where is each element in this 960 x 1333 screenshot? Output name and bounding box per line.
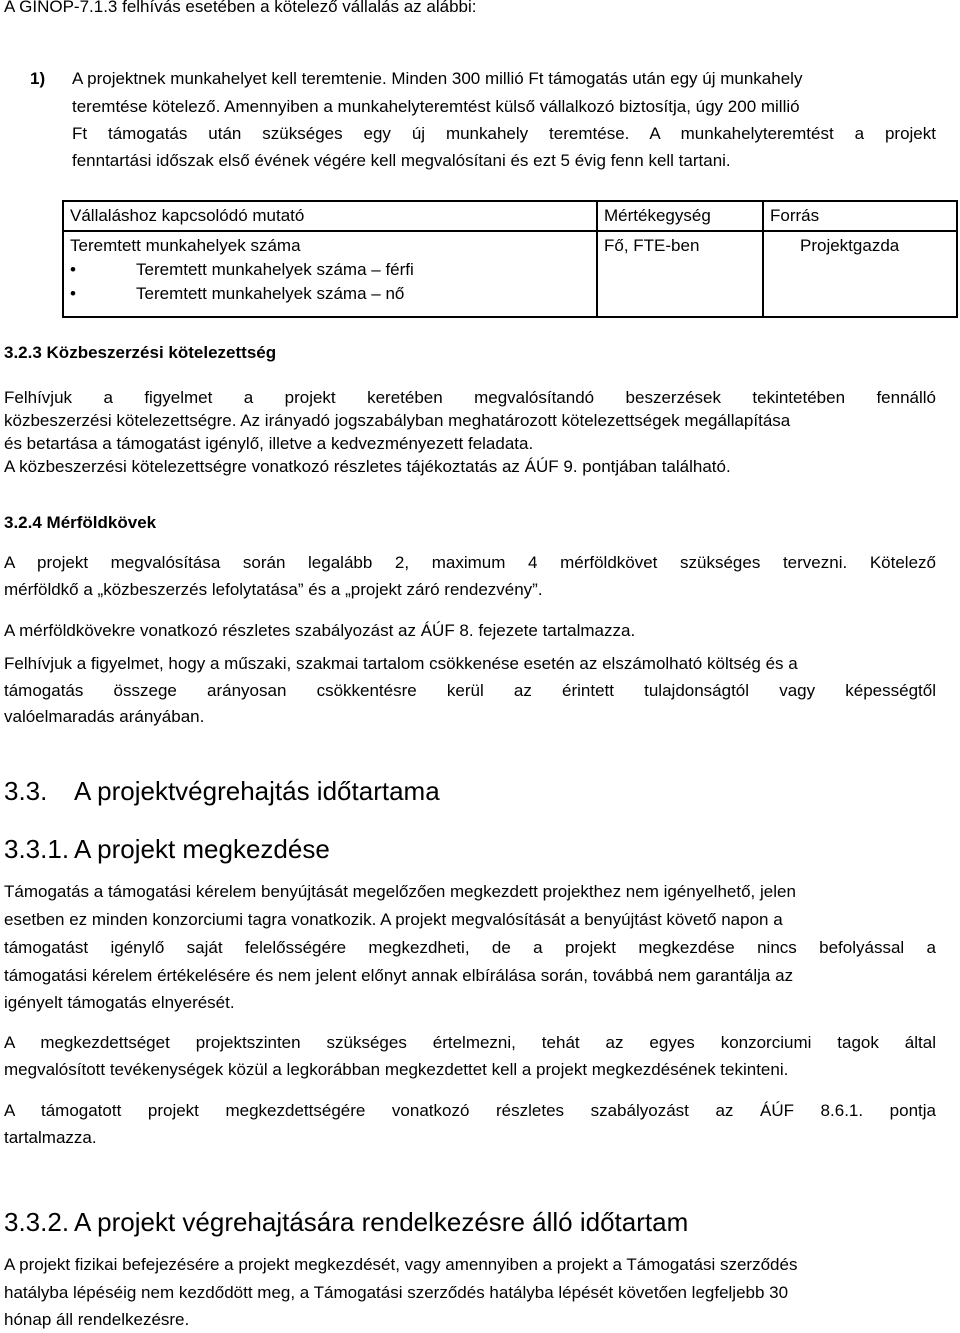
section-3-3-1-number: 3.3.1.	[4, 834, 70, 864]
section-3-3-1-title: A projekt megkezdése	[74, 834, 330, 864]
table-row-main: Teremtett munkahelyek száma	[70, 236, 301, 255]
item1-line-2: teremtése kötelező. Amennyiben a munkahelyteremtést külső vállalkozó biztosítja, úgy 200 millió	[72, 97, 800, 116]
section-3-3-1-p3-line: A támogatott projekt megkezdettségére vonatkozó részletes szabályozást az ÁÚF 8.6.1. pontja	[4, 1101, 936, 1120]
section-3-3-1-heading	[4, 834, 330, 865]
table-header-indicator: Vállaláshoz kapcsolódó mutató	[63, 201, 597, 231]
section-3-3-1-p1-line: támogatási kérelem értékelésére és nem jelent előnyt annak elbírálása során, továbbá nem garantálja az	[4, 966, 794, 985]
section-3-3-1-p2-line: megvalósított tevékenységek közül a legkorábban megkezdettet kell a projekt megkezdésének tekinteni.	[4, 1060, 789, 1079]
section-3-2-3-line: A közbeszerzési kötelezettségre vonatkozó részletes tájékoztatás az ÁÚF 9. pontjában található.	[4, 457, 731, 476]
section-3-3-1-p1-line: esetben ez minden konzorciumi tagra vonatkozik. A projekt megvalósítását a benyújtást követő napon a	[4, 910, 783, 929]
section-3-3-1-p2-line: A megkezdettséget projektszinten szükséges értelmezni, tehát az egyes konzorciumi tagok által	[4, 1033, 936, 1052]
section-3-3-1-p1-line: támogatást igénylő saját felelősségére megkezdheti, de a projekt megkezdése nincs befolyással a	[4, 938, 936, 957]
table-header-unit: Mértékegység	[597, 201, 763, 231]
section-3-3-heading	[4, 776, 440, 807]
section-3-2-4-p3-line: támogatás összege arányosan csökkentésre kerül az érintett tulajdonságtól vagy képességtől	[4, 681, 936, 700]
item1-line-3: Ft támogatás után szükséges egy új munkahely teremtése. A munkahelyteremtést a projekt	[72, 124, 936, 143]
item1-line-4: fenntartási időszak első évének végére kell megvalósítani és ezt 5 évig fenn kell tartani.	[72, 151, 731, 170]
section-3-3-2-title: A projekt végrehajtására rendelkezésre álló időtartam	[74, 1207, 689, 1237]
table-bullet-item: • Teremtett munkahelyek száma – nő	[70, 284, 405, 303]
section-3-2-3-line: Felhívjuk a figyelmet a projekt keretében megvalósítandó beszerzések tekintetében fennálló	[4, 388, 936, 407]
section-3-3-2-p1-line: A projekt fizikai befejezésére a projekt megkezdését, vagy amennyiben a projekt a Támogatási szerződés	[4, 1255, 798, 1274]
table-cell-unit: Fő, FTE-ben	[597, 231, 763, 317]
section-3-2-3-line: közbeszerzési kötelezettségre. Az irányadó jogszabályban meghatározott kötelezettségek megállapítása	[4, 411, 791, 430]
section-3-2-4-p3-line: valóelmaradás arányában.	[4, 707, 205, 726]
section-3-2-4-p3-line: Felhívjuk a figyelmet, hogy a műszaki, szakmai tartalom csökkenése esetén az elszámolható költség és a	[4, 654, 798, 673]
section-3-3-number: 3.3.	[4, 776, 48, 806]
table-cell-indicator	[63, 231, 597, 317]
item-number: 1)	[30, 69, 46, 88]
item1-line-1: A projektnek munkahelyet kell teremtenie. Minden 300 millió Ft támogatás után egy új munkahely	[72, 69, 803, 88]
section-3-2-4-p1-line: mérföldkő a „közbeszerzés lefolytatása” és a „projekt záró rendezvény”.	[4, 580, 543, 599]
section-3-2-4-p2: A mérföldkövekre vonatkozó részletes szabályozást az ÁÚF 8. fejezete tartalmazza.	[4, 621, 636, 640]
section-3-3-2-number: 3.3.2.	[4, 1207, 70, 1237]
section-3-3-1-p1-line: Támogatás a támogatási kérelem benyújtását megelőzően megkezdett projekthez nem igényelhető, jelen	[4, 882, 796, 901]
section-3-2-4-p1-line: A projekt megvalósítása során legalább 2, maximum 4 mérföldkövet szükséges tervezni. Kötelező	[4, 553, 936, 572]
section-3-3-2-p1-line: hatályba lépéséig nem kezdődött meg, a Támogatási szerződés hatályba lépését követően legfeljebb 30	[4, 1283, 789, 1302]
indicator-table	[62, 200, 958, 318]
intro-text: A GINOP-7.1.3 felhívás esetében a kötelező vállalás az alábbi:	[4, 0, 477, 16]
section-3-3-2-p1-line: hónap áll rendelkezésre.	[4, 1310, 190, 1329]
section-3-2-4-title: 3.2.4 Mérföldkövek	[4, 513, 157, 532]
section-3-2-3-title: 3.2.3 Közbeszerzési kötelezettség	[4, 343, 277, 362]
section-3-2-3-line: és betartása a támogatást igénylő, illetve a kedvezményezett feladata.	[4, 434, 534, 453]
table-header-source: Forrás	[763, 201, 957, 231]
table-cell-source: Projektgazda	[763, 231, 957, 317]
section-3-3-1-p1-line: igényelt támogatás elnyerését.	[4, 993, 235, 1012]
section-3-3-title: A projektvégrehajtás időtartama	[74, 776, 440, 806]
section-3-3-2-heading	[4, 1207, 688, 1238]
section-3-3-1-p3-line: tartalmazza.	[4, 1128, 97, 1147]
table-bullet-item: • Teremtett munkahelyek száma – férfi	[70, 260, 414, 279]
